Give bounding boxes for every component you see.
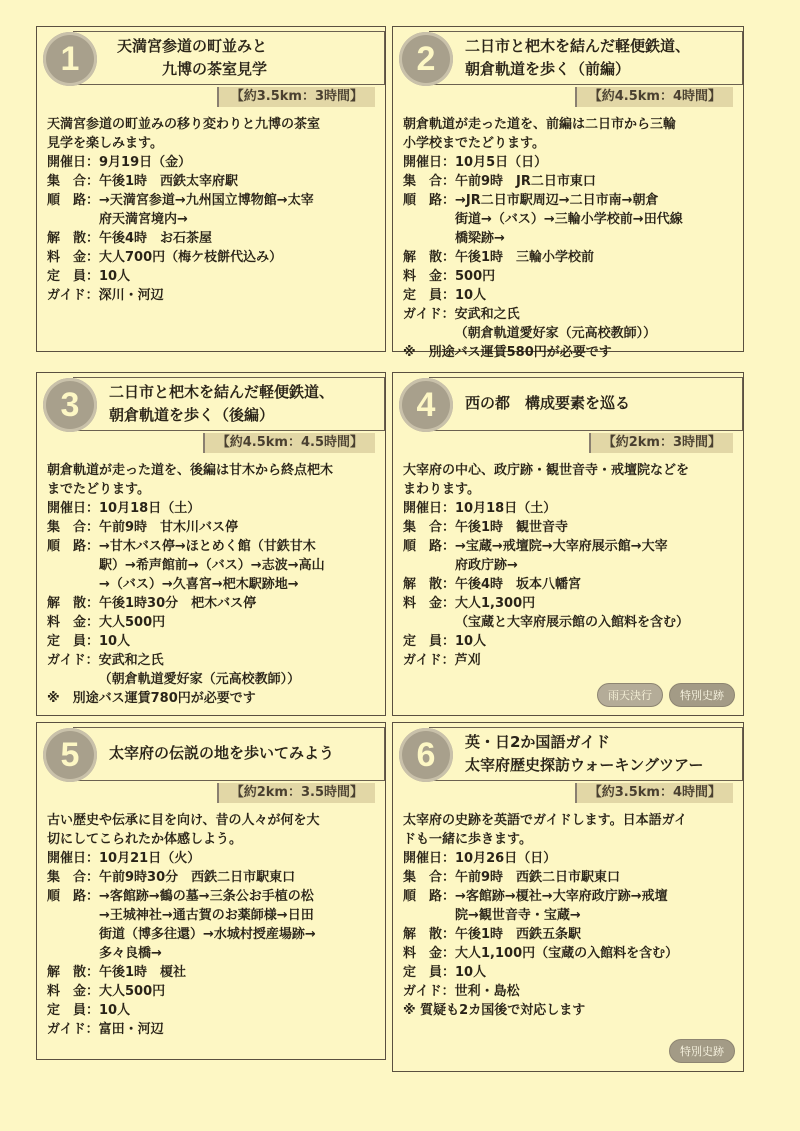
info-key: 集 合：: [47, 870, 100, 885]
info-row-fee: [47, 248, 377, 267]
info-key: 集 合：: [403, 520, 456, 535]
info-value: 午前9時 JR二日市東口: [455, 174, 596, 189]
info-key: 順 路：: [47, 889, 100, 904]
info-row-meet: [47, 518, 377, 537]
info-row-guide: [47, 286, 377, 305]
info-row-fee: [403, 594, 735, 632]
card-body: [403, 115, 735, 362]
info-key: 料 金：: [47, 615, 100, 630]
info-value: 10人: [455, 634, 487, 649]
info-row-route: [403, 887, 735, 925]
card-note: ※ 別途バス運賃780円が必要です: [47, 691, 256, 706]
info-key: ガイド：: [403, 984, 455, 999]
info-value: 9月19日（金）: [99, 155, 192, 170]
info-value: 大人500円: [99, 615, 166, 630]
info-value: 10人: [455, 965, 487, 980]
info-key: 解 散：: [403, 577, 456, 592]
info-key: 解 散：: [403, 927, 456, 942]
walk-card-2: [392, 26, 744, 360]
distance-time-label: 【約2km：3時間】: [589, 433, 733, 453]
info-value: →客館跡→鶴の墓→三条公お手植の松 →王城神社→通古賀のお薬師様→日田 街道（博多往還）→水城村授産場跡→ 多々良橋→: [99, 889, 316, 961]
info-key: 開催日：: [47, 155, 100, 170]
card-title: 天満宮参道の町並みと 九博の茶室見学: [117, 37, 268, 78]
info-key: 開催日：: [403, 501, 456, 516]
info-key: 集 合：: [47, 520, 100, 535]
info-row-dismiss: [403, 575, 735, 594]
card-title: 二日市と杷木を結んだ軽便鉄道、 朝倉軌道を歩く（前編）: [465, 37, 691, 78]
info-row-dismiss: [47, 229, 377, 248]
card-description: 古い歴史や伝承に目を向け、昔の人々が何を大 切にしてこられたか体感しよう。: [47, 813, 320, 847]
info-key: 解 散：: [47, 231, 100, 246]
info-row-date: [403, 849, 735, 868]
card-number: 1: [43, 32, 97, 86]
info-row-dismiss: [47, 594, 377, 613]
card-header: [37, 723, 385, 783]
info-row-guide: [403, 982, 735, 1001]
info-row-guide: [47, 651, 377, 689]
info-row-capacity: [47, 632, 377, 651]
card-body: [403, 461, 735, 670]
distance-time-label: 【約3.5km：3時間】: [217, 87, 375, 107]
info-row-meet: [403, 172, 735, 191]
info-value: →甘木バス停→ほとめく館（甘鉄甘木 駅）→希声館前→（バス）→志波→高山 →（バス）→久喜宮→杷木駅跡地→: [99, 539, 325, 592]
card-description: 大宰府の中心、政庁跡・観世音寺・戒壇院などを まわります。: [403, 463, 690, 497]
info-value: 午後4時 お石茶屋: [99, 231, 213, 246]
info-value: 午後1時 三輪小学校前: [455, 250, 595, 265]
info-value: 深川・河辺: [98, 288, 164, 303]
info-key: 定 員：: [47, 269, 100, 284]
info-row-route: [403, 537, 735, 575]
info-row-date: [403, 499, 735, 518]
info-value: 午後1時 西鉄五条駅: [455, 927, 582, 942]
info-key: 順 路：: [47, 539, 100, 554]
card-number: 3: [43, 378, 97, 432]
info-key: 順 路：: [403, 193, 456, 208]
special-historic-site-badge: 特別史跡: [669, 683, 735, 707]
card-note: ※ 別途バス運賃580円が必要です: [403, 345, 612, 360]
info-value: 10月18日（土）: [455, 501, 557, 516]
info-value: →宝蔵→戒壇院→大宰府展示館→大宰 府政庁跡→: [455, 539, 668, 573]
card-number: 5: [43, 728, 97, 782]
info-key: 定 員：: [403, 965, 456, 980]
info-row-route: [47, 537, 377, 594]
info-row-dismiss: [403, 248, 735, 267]
info-key: 定 員：: [47, 1003, 100, 1018]
info-value: 10月5日（日）: [455, 155, 548, 170]
card-description: 太宰府の史跡を英語でガイドします。日本語ガイ ドも一緒に歩きます。: [403, 813, 688, 847]
info-value: 10月21日（火）: [99, 851, 201, 866]
info-row-dismiss: [403, 925, 735, 944]
info-value: 10月26日（日）: [455, 851, 557, 866]
walk-card-4: [392, 372, 744, 716]
info-key: 順 路：: [403, 889, 456, 904]
card-header: [37, 373, 385, 433]
card-body: [47, 811, 377, 1039]
card-title: 英・日2か国語ガイド 太宰府歴史探訪ウォーキングツアー: [465, 733, 704, 774]
info-row-guide: [403, 305, 735, 343]
info-key: 集 合：: [403, 174, 456, 189]
card-title: 太宰府の伝説の地を歩いてみよう: [109, 744, 335, 762]
info-key: 解 散：: [47, 965, 100, 980]
info-row-route: [403, 191, 735, 248]
info-value: 午前9時30分 西鉄二日市駅東口: [99, 870, 296, 885]
card-header: [393, 723, 743, 783]
info-value: 午前9時 西鉄二日市駅東口: [455, 870, 621, 885]
info-key: 順 路：: [403, 539, 456, 554]
info-value: →天満宮参道→九州国立博物館→太宰 府天満宮境内→: [99, 193, 314, 227]
info-row-date: [47, 153, 377, 172]
walk-card-3: [36, 372, 386, 716]
info-row-capacity: [403, 632, 735, 651]
info-key: ガイド：: [403, 307, 455, 322]
info-key: ガイド：: [47, 1022, 99, 1037]
distance-time-label: 【約4.5km：4時間】: [575, 87, 733, 107]
info-key: 開催日：: [403, 155, 456, 170]
info-key: 料 金：: [403, 946, 456, 961]
info-key: ガイド：: [403, 653, 455, 668]
info-key: ガイド：: [47, 288, 99, 303]
info-key: 料 金：: [47, 250, 100, 265]
special-historic-site-badge: 特別史跡: [669, 1039, 735, 1063]
card-description: 朝倉軌道が走った道を、前編は二日市から三輪 小学校までたどります。: [403, 117, 677, 151]
info-key: 開催日：: [403, 851, 456, 866]
walk-card-6: [392, 722, 744, 1072]
info-key: 定 員：: [403, 288, 456, 303]
card-title: 西の都 構成要素を巡る: [465, 394, 631, 412]
info-value: 安武和之氏 （朝倉軌道愛好家（元高校教師））: [454, 307, 657, 341]
info-key: 順 路：: [47, 193, 100, 208]
info-row-date: [403, 153, 735, 172]
info-row-dismiss: [47, 963, 377, 982]
info-row-meet: [403, 518, 735, 537]
info-row-fee: [403, 267, 735, 286]
info-value: 大人500円: [99, 984, 166, 999]
info-key: 解 散：: [403, 250, 456, 265]
distance-time-label: 【約2km：3.5時間】: [217, 783, 375, 803]
info-value: 10月18日（土）: [99, 501, 201, 516]
info-value: 午後1時 観世音寺: [455, 520, 569, 535]
info-row-date: [47, 499, 377, 518]
info-key: 集 合：: [47, 174, 100, 189]
info-row-capacity: [47, 1001, 377, 1020]
info-key: 定 員：: [403, 634, 456, 649]
info-value: 午後4時 坂本八幡宮: [455, 577, 582, 592]
info-row-meet: [47, 868, 377, 887]
info-value: 10人: [99, 269, 131, 284]
info-row-date: [47, 849, 377, 868]
info-value: 大人1,300円 （宝蔵と大宰府展示館の入館料を含む）: [455, 596, 690, 630]
distance-time-label: 【約4.5km：4.5時間】: [203, 433, 375, 453]
info-value: →JR二日市駅周辺→二日市南→朝倉 街道→（バス）→三輪小学校前→田代線 橋梁跡→: [455, 193, 683, 246]
info-key: 集 合：: [403, 870, 456, 885]
card-header: [37, 27, 385, 87]
info-key: 料 金：: [403, 596, 456, 611]
distance-time-label: 【約3.5km：4時間】: [575, 783, 733, 803]
info-value: 大人1,100円（宝蔵の入館料を含む）: [455, 946, 679, 961]
card-number: 2: [399, 32, 453, 86]
info-row-fee: [403, 944, 735, 963]
info-key: 解 散：: [47, 596, 100, 611]
card-body: [403, 811, 735, 1020]
info-row-fee: [47, 982, 377, 1001]
info-row-capacity: [403, 286, 735, 305]
card-body: [47, 461, 377, 708]
card-body: [47, 115, 377, 305]
info-value: 10人: [455, 288, 487, 303]
info-row-fee: [47, 613, 377, 632]
info-row-guide: [47, 1020, 377, 1039]
card-header: [393, 27, 743, 87]
info-value: 500円: [455, 269, 496, 284]
rain-or-shine-badge: 雨天決行: [597, 683, 663, 707]
card-description: 朝倉軌道が走った道を、後編は甘木から終点杷木 までたどります。: [47, 463, 334, 497]
info-key: 料 金：: [403, 269, 456, 284]
card-header: [393, 373, 743, 433]
card-number: 6: [399, 728, 453, 782]
walk-card-1: [36, 26, 386, 352]
walk-card-5: [36, 722, 386, 1060]
info-value: 午後1時 榎社: [99, 965, 187, 980]
info-value: 午後1時30分 杷木バス停: [99, 596, 257, 611]
info-value: 午後1時 西鉄太宰府駅: [99, 174, 239, 189]
info-value: 大人700円（梅ケ枝餅代込み）: [99, 250, 283, 265]
info-value: →客館跡→榎社→大宰府政庁跡→戒壇 院→観世音寺・宝蔵→: [455, 889, 668, 923]
card-number: 4: [399, 378, 453, 432]
info-row-route: [47, 191, 377, 229]
card-title: 二日市と杷木を結んだ軽便鉄道、 朝倉軌道を歩く（後編）: [109, 383, 335, 424]
info-value: 10人: [99, 634, 131, 649]
info-row-guide: [403, 651, 735, 670]
info-value: 富田・河辺: [98, 1022, 164, 1037]
info-row-meet: [403, 868, 735, 887]
info-row-route: [47, 887, 377, 963]
info-row-capacity: [403, 963, 735, 982]
badge-group: [597, 683, 735, 707]
card-description: 天満宮参道の町並みの移り変わりと九博の茶室 見学を楽しみます。: [47, 117, 321, 151]
info-row-meet: [47, 172, 377, 191]
info-value: 10人: [99, 1003, 131, 1018]
info-value: 安武和之氏 （朝倉軌道愛好家（元高校教師））: [98, 653, 301, 687]
card-note: ※ 質疑も2カ国後で対応します: [403, 1003, 586, 1018]
info-value: 午前9時 甘木川バス停: [99, 520, 239, 535]
info-value: 芦刈: [454, 653, 481, 668]
info-row-capacity: [47, 267, 377, 286]
info-key: 開催日：: [47, 501, 100, 516]
info-key: 開催日：: [47, 851, 100, 866]
info-key: 定 員：: [47, 634, 100, 649]
info-value: 世利・島松: [454, 984, 520, 999]
badge-group: [669, 1039, 735, 1063]
info-key: 料 金：: [47, 984, 100, 999]
info-key: ガイド：: [47, 653, 99, 668]
